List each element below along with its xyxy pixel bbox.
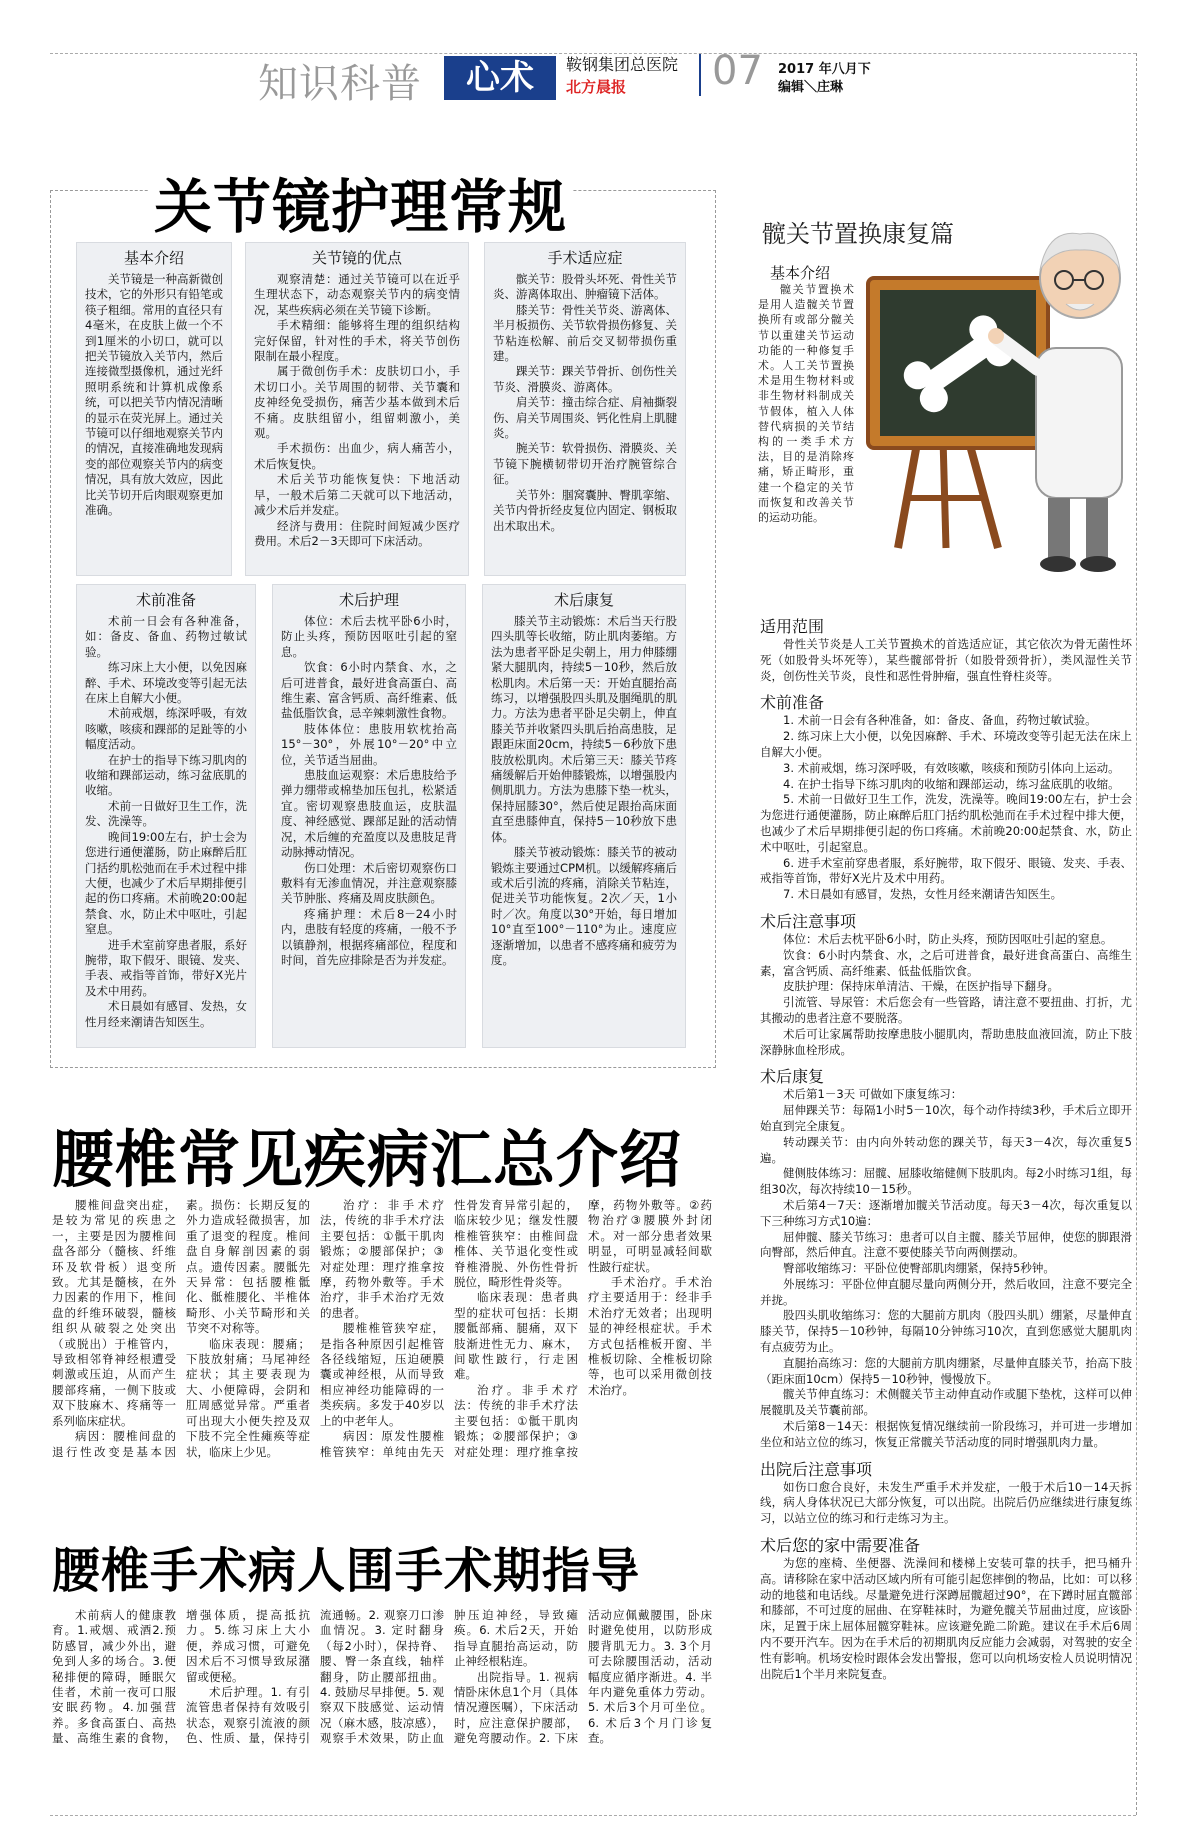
indications-heading: 手术适应症 (547, 249, 623, 267)
article3-body (52, 1608, 712, 1808)
article2-para: 临床表现：患者典型的症状可包括：长期腰骶部痛、腿痛，双下肢渐进性无力、麻木，间歇性跛行，行走困难。 (454, 1290, 578, 1382)
hip-section-heading: 适用范围 (760, 617, 825, 636)
issue-date: 2017 年八月下 (778, 62, 871, 77)
indications-para: 腕关节：软骨损伤、滑膜炎、关节镜下腕横韧带切开治疗腕管综合征。 (493, 441, 677, 487)
postop-para: 饮食：6小时内禁食、水，之后可进普食，最好进食高蛋白、高维生素、富含钙质、高纤维素、低盐低脂饮食，忌辛辣刺激性食物。 (281, 660, 457, 721)
article3-title: 腰椎手术病人围手术期指导 (52, 1543, 641, 1599)
indications-box (484, 242, 686, 576)
section-label: 知识科普 (258, 61, 422, 107)
article2-para: 治疗：非手术疗法，传统的非手术疗法主要包括：①骶干肌肉锻炼；②腰部保护；③对症处理：理疗推拿按摩，药物外敷等。手术治疗，非手术治疗无效的患者。 (320, 1198, 444, 1320)
article1-title: 关节镜护理常规 (148, 160, 573, 244)
hip-para: 6. 进手术室前穿患者服，系好腕带，取下假牙、眼镜、发夹、手表、戒指等首饰，带好X光片及术中用药。 (760, 855, 1132, 886)
hip-para: 7. 术日晨如有感冒，发热，女性月经来潮请告知医生。 (783, 887, 1063, 902)
hip-para: 健侧肢体练习：屈髋、屈膝收缩健侧下肢肌肉。每2小时练习1组，每组30次，每次持续10－15秒。 (760, 1166, 1132, 1197)
postop-heading: 术后护理 (338, 591, 399, 609)
column-divider (1136, 53, 1137, 1815)
rehab-heading: 术后康复 (553, 591, 614, 609)
hospital-name: 鞍钢集团总医院 (566, 55, 679, 74)
preop-box (76, 584, 256, 1048)
hip-para: 如伤口愈合良好，未发生严重手术并发症，一般于术后10－14天拆线，病人身体状况已大部分恢复，可以出院。出院后仍应继续进行康复练习，以站立位的练习和行走练习为主。 (760, 1479, 1132, 1526)
advantages-para: 观察清楚：通过关节镜可以在近乎生理状态下，动态观察关节内的病变情况，某些疾病必须在关节镜下诊断。 (254, 272, 460, 317)
hip-section-heading: 出院后注意事项 (760, 1459, 873, 1479)
article2-para: 手术治疗。手术治疗主要适用于：经非手术治疗无效者；出现明显的神经根症状。手术方式包括椎板开窗、半椎板切除、全椎板切除等，也可以采用微创技术治疗。 (588, 1275, 712, 1397)
preop-para: 进手术室前穿患者服，系好腕带，取下假牙、眼镜、发夹、手表、戒指等首饰，带好X光片及术中用药。 (85, 937, 247, 998)
hip-para: 术后第1－3天 可做如下康复练习： (783, 1087, 963, 1102)
hip-section (760, 1533, 1132, 1682)
indications-body (485, 272, 685, 534)
hip-para: 外展练习：平卧位伸直腿尽量向两侧分开，然后收回，注意不要完全并拢。 (760, 1276, 1132, 1307)
hip-para: 1. 术前一日会有各种准备，如：备皮、备血，药物过敏试验。 (783, 713, 1097, 728)
preop-para: 晚间19:00左右，护士会为您进行通便灌肠，防止麻醉后肛门括约肌松弛而在手术过程中排大便，也减少了术后早期排便引起的伤口疼痛。术前晚20:00起禁食、水，防止术中呕吐，引起窒息。 (85, 829, 247, 937)
article2-para: 病因：原发性腰椎椎管狭窄：单纯由先天性骨发育异常引起的，临床较少见；继发性腰椎椎管狭窄：由椎间盘椎体、关节退化变性或脊椎滑脱、外伤性骨折脱位，畸形性骨炎等。 (320, 1198, 578, 1459)
article3-para: 术后护理。1. 有引流管患者保持有效吸引状态，观察引流液的颜色、性质、量，保持引流通畅。2. 观察刀口渗血情况。3. 定时翻身（每2小时），保持脊、腰、臀一条直线，轴样翻身，防止腰部扭曲。4. 鼓励尽早排便。5. 观察双下肢感觉、运动情况（麻木感，肢凉感），观察手术效果，防止血肿压迫神经，导致瘫痪。6. 术后2天，开始指导直腿抬高运动，防止神经根粘连。 (186, 1608, 578, 1746)
advantages-para: 属于微创伤手术：皮肤切口小，手术切口小。关节周围的韧带、关节囊和皮神经免受损伤，痛苦少基本做到术后不痛。皮肤组留小，组留刺激小，美观。 (254, 364, 460, 441)
article2-para: 病因：腰椎间盘的退行性改变是基本因素。损伤：长期反复的外力造成轻微损害，加重了退变的程度。椎间盘自身解剖因素的弱点。遗传因素。腰骶先天异常：包括腰椎骶化、骶椎腰化、半椎体畸形、小关节畸形和关节突不对称等。 (52, 1198, 310, 1459)
hip-para: 为您的座椅、坐便器、洗澡间和楼梯上安装可靠的扶手，把马桶升高。请移除在家中活动区域内所有可能引起您摔倒的物品，比如：可以移动的地毯和电话线。尽量避免进行深蹲屈髋超过90°，在下蹲时屈直髋部和膝部，不可过度的屈曲、在穿鞋袜时，为避免髋关节屈曲过度，应该卧床，足置于床上屈体屈髋穿鞋袜。应该避免跪二阶跪。建议在手术后6周内不要开汽车。因为在手术后的初期肌肉反应能力会减弱，对驾驶的安全性有影响。机场安检时跟体会发出警报，您可以向机场安检人员说明情况出院后1个半月来院复查。 (760, 1556, 1132, 1681)
header-separator (699, 54, 701, 96)
indications-para: 关节外：腘窝囊肿、臀肌挛缩、关节内骨折经皮复位内固定、钢板取出术取出术。 (493, 487, 677, 533)
hip-para: 2. 练习床上大小便，以免因麻醉、手术、环境改变等引起无法在床上自解大小便。 (760, 729, 1132, 759)
article2-para: 腰椎椎管狭窄症，是指各种原因引起椎管各径线缩短，压迫硬膜囊或神经根，从而导致相应神经功能障碍的一类疾病。多发于40岁以上的中老年人。 (320, 1321, 444, 1428)
hip-intro-para: 髋关节置换术是用人造髋关节置换所有或部分髋关节以重建关节运动功能的一种修复手术。人工关节置换术是用生物材料或非生物材料制成关节假体，植入人体替代病损的关节结构的一类手术方法，目的是消除疼痛，矫正畸形，重建一个稳定的关节而恢复和改善关节的运动功能。 (758, 283, 854, 525)
preop-heading: 术前准备 (135, 591, 196, 609)
hip-para: 术后第8－14天：根据恢复情况继续前一阶段练习，并可进一步增加坐位和站立位的练习，恢复正常髋关节活动度的同时增强肌肉力量。 (760, 1419, 1132, 1449)
hip-section-body (760, 1556, 1132, 1682)
hip-section (760, 1457, 1132, 1527)
indications-para: 踝关节：踝关节骨折、创伤性关节炎、滑膜炎、游离体。 (493, 364, 677, 394)
article2-title: 腰椎常见疾病汇总介绍 (52, 1123, 683, 1196)
doctor-chalkboard-illustration (858, 218, 1136, 592)
hip-section-heading: 术后注意事项 (760, 911, 857, 931)
preop-para: 术前戒烟，练深呼吸，有效咳嗽，咳痰和踝部的足趾等的小幅度活动。 (85, 706, 247, 752)
indications-para: 膝关节：骨性关节炎、游离体、半月板损伤、关节软骨损伤修复、关节粘连松解、前后交叉韧带损伤重建。 (493, 302, 677, 364)
hip-para: 皮肤护理：保持床单清洁、干燥，在医护指导下翻身。 (783, 979, 1059, 994)
indications-para: 肩关节：撞击综合症、肩袖撕裂伤、肩关节周围炎、钙化性肩上肌腱炎。 (493, 395, 677, 441)
hip-section-heading: 术后您的家中需要准备 (760, 1536, 921, 1556)
preop-para: 练习床上大小便，以免因麻醉、手术、环境改变等引起无法在床上自解大小便。 (85, 660, 247, 706)
preop-para: 术日晨如有感冒、发热，女性月经来潮请告知医生。 (85, 999, 247, 1029)
hip-section-body (760, 637, 1132, 684)
hip-para: 4. 在护士指导下练习肌肉的收缩和踝部运动，练习盆底肌的收缩。 (783, 776, 1120, 791)
intro-para: 关节镜是一种高新微创技术，它的外形只有铅笔或筷子粗细。常用的直径只有4毫米，在皮肤上做一个不到1厘米的小切口，就可以把关节镜放入关节内，然后连接微型摄像机，通过光纤照明系统和计算机成像系统，可以把关节内情况清晰的显示在荧光屏上。通过关节镜可以仔细地观察关节内的情况，直接准确地发现病变的部位观察关节内的病变情况，具有放大效应，因此比关节切开后肉眼观察更加准确。 (85, 272, 223, 518)
intro-heading: 基本介绍 (123, 249, 184, 267)
preop-para: 术前一日会有各种准备，如：备皮、备血、药物过敏试验。 (85, 614, 247, 659)
editor-credit: 编辑＼庄琳 (778, 80, 844, 95)
rehab-body (483, 614, 685, 968)
hip-section-body (760, 1087, 1132, 1450)
hip-sections (760, 614, 1132, 1814)
page-bottom-rule (50, 1815, 1136, 1816)
hip-para: 3. 术前戒烟，练习深呼吸，有效咳嗽，咳痰和预防引体向上运动。 (783, 760, 1120, 775)
advantages-body (246, 272, 468, 549)
hip-para: 术后可让家属帮助按摩患肢小腿肌肉，帮助患肢血液回流，防止下肢深静脉血栓形成。 (760, 1026, 1132, 1057)
postop-para: 患肢血运观察：术后患肢给予弹力绷带或棉垫加压包扎，松紧适宜。密切观察患肢血运，皮肤温度、神经感觉、踝部足趾的活动情况，术后缠的充盈度以及患肢足背动脉搏动情况。 (281, 768, 457, 860)
hip-intro-text (758, 282, 854, 592)
hip-section (760, 690, 1132, 903)
preop-body (77, 614, 255, 1030)
hip-section-heading: 术前准备 (760, 693, 825, 713)
rehab-para: 膝关节被动锻炼：膝关节的被动锻炼主要通过CPM机。以缓解疼痛后或术后引流的疼痛，消除关节粘连，促进关节功能恢复。2次／天，1小时／次。角度以30°开始，每日增加10°直至100°－110°为止。速度应逐渐增加，以患者不感疼痛和疲劳为度。 (491, 845, 677, 967)
postop-box (272, 584, 466, 1048)
indications-para: 髌关节：股骨头坏死、骨性关节炎、游离体取出、肿瘤镜下活体。 (493, 272, 677, 302)
hip-para: 股四头肌收缩练习：您的大腿前方肌肉（股四头肌）绷紧，尽量伸直膝关节，保持5－10秒钟，每隔10分钟练习10次，直到您感觉大腿肌肉有点疲劳为止。 (760, 1308, 1132, 1355)
hip-title: 髋关节置换康复篇 (762, 220, 954, 248)
hip-section (760, 909, 1132, 1058)
hip-intro-heading: 基本介绍 (770, 264, 831, 282)
hip-para: 骨性关节炎是人工关节置换术的首选适应证，其它依次为骨无菌性坏死（如股骨头坏死等），某些髋部骨折（如股骨颈骨折），类风湿性关节炎，创伤性关节炎，良性和恶性骨肿瘤，强直性脊柱炎等。 (760, 637, 1132, 683)
hip-para: 术后第4－7天：逐渐增加髋关节活动度。每天3－4次，每次重复以下三种练习方式10遍： (760, 1197, 1132, 1228)
rehab-para: 膝关节主动锻炼：术后当天行股四头肌等长收缩，防止肌肉萎缩。方法为患者平卧足尖朝上，用力伸膝绷紧大腿肌肉，持续5－10秒，然后放松肌肉。术后第一天：开始直腿抬高练习，以增强股四头肌及腘绳肌的肌力。方法为患者平卧足尖朝上，伸直膝关节并收紧四头肌后抬高患肢，足跟距床面20cm，持续5－6秒放下患肢放松肌肉。术后第三天：膝关节疼痛缓解后开始伸膝锻炼，以增强股内侧肌肌力。方法为患膝下垫一枕头，保持屈膝30°，然后使足跟抬高床面直至患膝伸直，保持5－10秒放下患体。 (491, 614, 677, 844)
hip-para: 5. 术前一日做好卫生工作，洗发，洗澡等。晚间19:00左右，护士会为您进行通便灌肠，防止麻醉后肛门括约肌松弛而在手术过程中排大便，也减少了术后早期排便引起的伤口疼痛。术前晚20:00起禁食、水，防止术中呕吐，引起窒息。 (760, 792, 1132, 854)
paper-name: 北方晨报 (566, 78, 627, 96)
postop-para: 伤口处理：术后密切观察伤口敷料有无渗血情况，并注意观察膝关节肿胀、疼痛及周皮肤颜色。 (281, 860, 457, 906)
column-logo: 心术 (444, 56, 556, 100)
intro-body (77, 272, 231, 519)
hip-section (760, 614, 1132, 684)
page-number: 07 (712, 48, 763, 94)
easel-icon (898, 438, 998, 548)
hip-para: 髋关节伸直练习：术侧髋关节主动伸直动作或腿下垫枕，这样可以伸展髋肌及关节囊前部。 (760, 1387, 1132, 1418)
hip-section-heading: 术后康复 (760, 1067, 825, 1087)
hip-section-body (760, 932, 1132, 1058)
page-top-rule (50, 53, 1136, 54)
hip-para: 转动踝关节：由内向外转动您的踝关节，每天3－4次，每次重复5遍。 (760, 1134, 1132, 1165)
postop-para: 肢体体位：患肢用软枕抬高15°－30°，外展10°－20°中立位，关节适当屈曲。 (281, 721, 457, 767)
hip-para: 屈伸踝关节：每隔1小时5－10次，每个动作持续3秒，手术后立即开始直到完全康复。 (760, 1103, 1132, 1133)
hip-para: 直腿抬高练习：您的大腿前方肌肉绷紧，尽量伸直膝关节，抬高下肢（距床面10cm）保持5－10秒钟，慢慢放下。 (760, 1355, 1132, 1386)
intro-box (76, 242, 232, 576)
advantages-heading: 关节镜的优点 (311, 249, 402, 267)
advantages-para: 经济与费用：住院时间短减少医疗费用。术后2－3天即可下床活动。 (254, 518, 460, 548)
article2-para: 治疗。非手术疗法：传统的非手术疗法主要包括：①骶干肌肉锻炼；②腰部保护；③对症处理：理疗推拿按摩，药物外敷等。②药物治疗③腰膜外封闭术。对一部分患者效果明显，可明显减轻间歇性跛行症状。 (454, 1198, 712, 1459)
advantages-box (245, 242, 469, 576)
advantages-para: 术后关节功能恢复快：下地活动早，一般术后第二天就可以下地活动，减少术后并发症。 (254, 472, 460, 518)
advantages-para: 手术精细：能够将生理的组织结构完好保留，针对性的手术，将关节创伤限制在最小程度。 (254, 318, 460, 364)
hip-section-body (760, 713, 1132, 903)
article3-para: 出院指导。1. 视病情卧床休息1个月（具体情况遵医嘱），下床活动时，应注意保护腰部，避免弯腰动作。2. 下床活动应佩戴腰围，卧床时避免使用，以防形成腰背肌无力。3. 3个月可去除腰围活动，活动幅度应循序渐进。4. 半年内避免重体力劳动。5. 术后3个月可坐位。6. 术后3个月门诊复查。 (454, 1608, 712, 1746)
hip-para: 体位：术后去枕平卧6小时，防止头疼，预防因呕吐引起的窒息。 (783, 931, 1113, 946)
postop-body (273, 614, 465, 968)
article2-para: 临床表现：腰痛；下肢放射痛；马尾神经症状；其主要表现为大、小便障碍，会阴和肛周感觉异常。严重者可出现大小便失控及双下肢不完全性瘫痪等症状，临床上少见。 (186, 1336, 310, 1459)
hip-para: 引流管、导尿管：术后您会有一些管路，请注意不要扭曲、打折，尤其搬动的患者注意不要脱落。 (760, 995, 1132, 1025)
hip-para: 屈伸髋、膝关节练习：患者可以自主髋、膝关节屈伸，使您的脚跟滑向臀部，然后伸直。注意不要使膝关节向两侧摆动。 (760, 1229, 1132, 1260)
hip-para: 饮食：6小时内禁食、水，之后可进普食，最好进食高蛋白、高维生素，富含钙质、高纤维素、低盐低脂饮食。 (760, 947, 1132, 978)
hip-section-body (760, 1480, 1132, 1527)
article2-body (52, 1198, 712, 1498)
article2-para: 腰椎间盘突出症，是较为常见的疾患之一，主要是因为腰椎间盘各部分（髓核、纤维环及软骨板）退变所致。尤其是髓核，在外力因素的作用下，椎间盘的纤维环破裂，髓核组织从破裂之处突出（或脱出）于椎管内，导致相邻脊神经根遭受刺激或压迫，从而产生腰部疼痛，一侧下肢或双下肢麻木、疼痛等一系列临床症状。 (52, 1198, 176, 1428)
postop-para: 疼痛护理：术后8－24小时内，患肢有轻度的疼痛，一般不予以镇静剂，根据疼痛部位，程度和时间，首先应排除是否为并发症。 (281, 906, 457, 967)
preop-para: 术前一日做好卫生工作，洗发、洗澡等。 (85, 798, 247, 829)
advantages-para: 手术损伤：出血少，病人痛苦小，术后恢复快。 (254, 441, 460, 471)
postop-para: 体位：术后去枕平卧6小时，防止头疼，预防因呕吐引起的窒息。 (281, 614, 457, 659)
article3-para: 术前病人的健康教育。1.戒烟、戒酒2.预防感冒，减少外出，避免到人多的场合。3.便秘排便的障碍，睡眠欠佳者，术前一夜可口服安眠药物。4.加强营养。多食高蛋白、高热量、高维生素的食物，增强体质，提高抵抗力。5.练习床上大小便，养成习惯，可避免因术后不习惯导致尿潴留或便秘。 (52, 1608, 310, 1746)
hip-para: 臀部收缩练习：平卧位使臀部肌肉绷紧，保持5秒钟。 (783, 1261, 1055, 1276)
hip-section (760, 1064, 1132, 1450)
rehab-box (482, 584, 686, 1048)
preop-para: 在护士的指导下练习肌肉的收缩和踝部运动，练习盆底肌的收缩。 (85, 752, 247, 798)
